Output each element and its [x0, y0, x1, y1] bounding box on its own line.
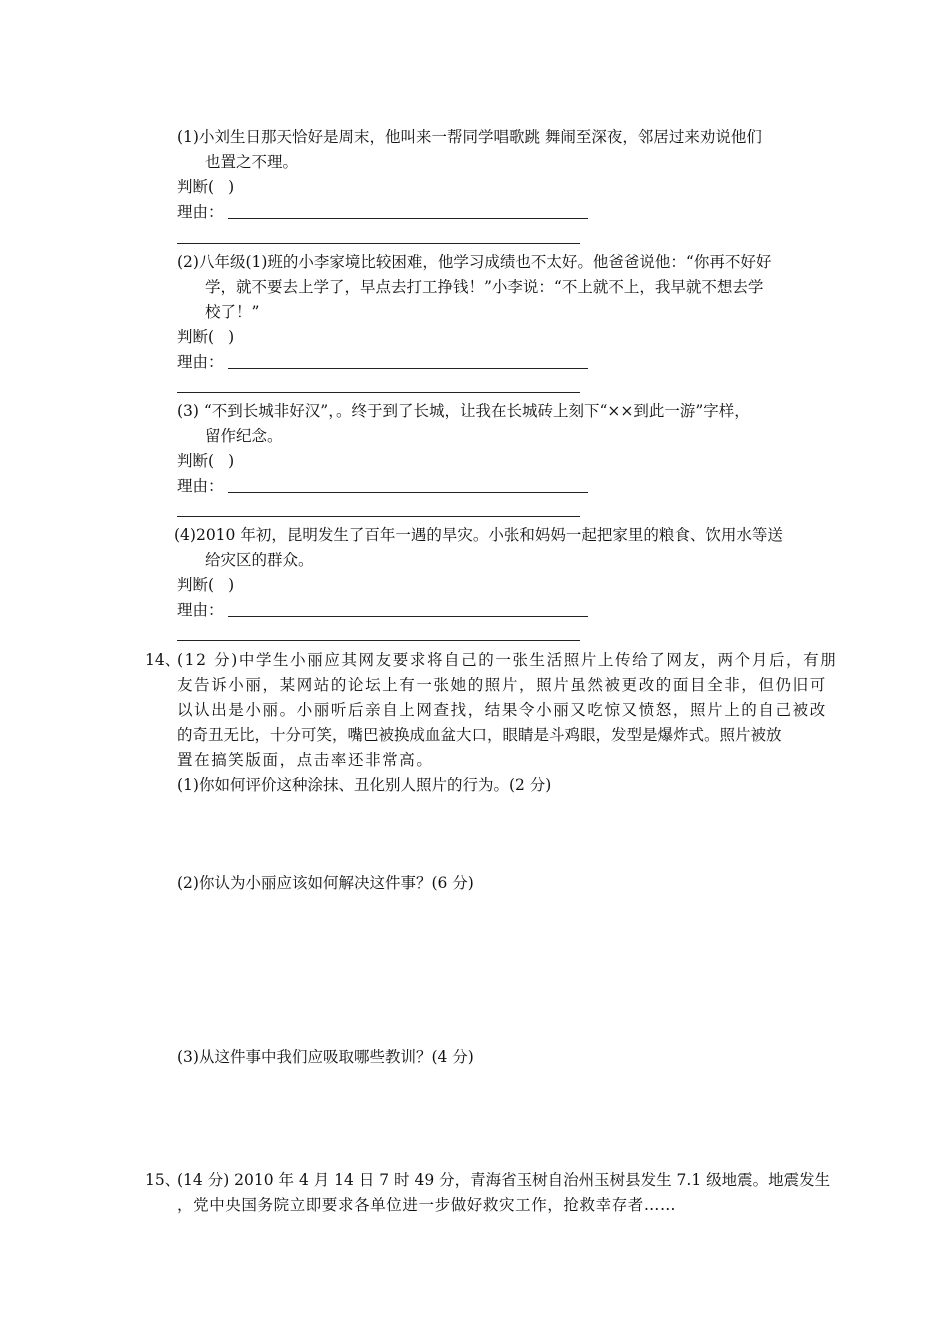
judge-label: 判断(: [177, 452, 215, 470]
q15-line2: ，党中央国务院立即要求各单位进一步做好救灾工作，抢救幸存者……: [177, 1196, 677, 1214]
q13-item2-reason-line: [228, 368, 588, 369]
q13-item1-line2: 也置之不理。: [205, 153, 299, 171]
q13-item3-reason-line: [228, 492, 588, 493]
q13-item4-reason-line: [228, 616, 588, 617]
q13-item3-reason-label: 理由：: [177, 477, 224, 495]
q14-paragraph-line5: 置在搞笑版面，点击率还非常高。: [177, 751, 434, 769]
q13-item2-line1: (2)八年级(1)班的小李家境比较困难，他学习成绩也不太好。他爸爸说他：“你再不好好: [177, 253, 772, 271]
q14-paragraph-line2: 友告诉小丽，某网站的论坛上有一张她的照片，照片虽然被更改的面目全非，但仍旧可: [177, 676, 827, 694]
q14-paragraph-line4: 的奇丑无比，十分可笑，嘴巴被换成血盆大口，眼睛是斗鸡眼，发型是爆炸式。照片被放: [177, 726, 782, 744]
q14-number: 14、: [145, 651, 181, 669]
judge-close: ): [228, 328, 235, 346]
q14-paragraph-line1: (12 分)中学生小丽应其网友要求将自己的一张生活照片上传给了网友，两个月后，有朋: [177, 651, 838, 669]
q13-item3-line2: 留作纪念。: [205, 427, 283, 445]
q13-item2-line2: 学，就不要去上学了，早点去打工挣钱！”小李说：“不上就不上，我早就不想去学: [205, 278, 764, 296]
q15-line1: (14 分) 2010 年 4 月 14 日 7 时 49 分，青海省玉树自治州玉树县发生 7.1 级地震。地震发生: [177, 1171, 831, 1189]
judge-close: ): [228, 576, 235, 594]
q13-item1-reason-label: 理由：: [177, 203, 224, 221]
q14-subquestion-3: (3)从这件事中我们应吸取哪些教训？(4 分): [177, 1048, 474, 1066]
q13-item4-line2: 给灾区的群众。: [205, 551, 314, 569]
q15-number: 15、: [145, 1171, 181, 1189]
q13-item4-answer-line: [177, 640, 580, 641]
q13-item2-line3: 校了！”: [205, 303, 260, 321]
q13-item4-reason-label: 理由：: [177, 601, 224, 619]
judge-label: 判断(: [177, 576, 215, 594]
judge-label: 判断(: [177, 178, 215, 196]
q13-item2-answer-line: [177, 392, 580, 393]
q13-item2-reason-label: 理由：: [177, 353, 224, 371]
q13-item3-judge: [177, 454, 234, 470]
q14-paragraph-line3: 以认出是小丽。小丽听后亲自上网查找，结果令小丽又吃惊又愤怒，照片上的自己被改: [177, 701, 827, 719]
q13-item4-line1: (4)2010 年初，昆明发生了百年一遇的旱灾。小张和妈妈一起把家里的粮食、饮用水等送: [174, 526, 783, 544]
q13-item1-judge: [177, 180, 234, 196]
q13-item1-reason-line: [228, 218, 588, 219]
q13-item2-judge: [177, 330, 234, 346]
q14-subquestion-2: (2)你认为小丽应该如何解决这件事？(6 分): [177, 874, 474, 892]
q13-item3-line1: (3) “不到长城非好汉”，。终于到了长城，让我在长城砖上刻下“××到此一游”字样，: [177, 402, 750, 420]
q13-item1-answer-line: [177, 243, 580, 244]
judge-label: 判断(: [177, 328, 215, 346]
judge-close: ): [228, 452, 235, 470]
q13-item3-answer-line: [177, 516, 580, 517]
judge-close: ): [228, 178, 235, 196]
q13-item4-judge: [177, 578, 234, 594]
q13-item1-line1: (1)小刘生日那天恰好是周末，他叫来一帮同学唱歌跳 舞闹至深夜，邻居过来劝说他们: [177, 128, 762, 146]
q14-subquestion-1: (1)你如何评价这种涂抹、丑化别人照片的行为。(2 分): [177, 776, 552, 794]
